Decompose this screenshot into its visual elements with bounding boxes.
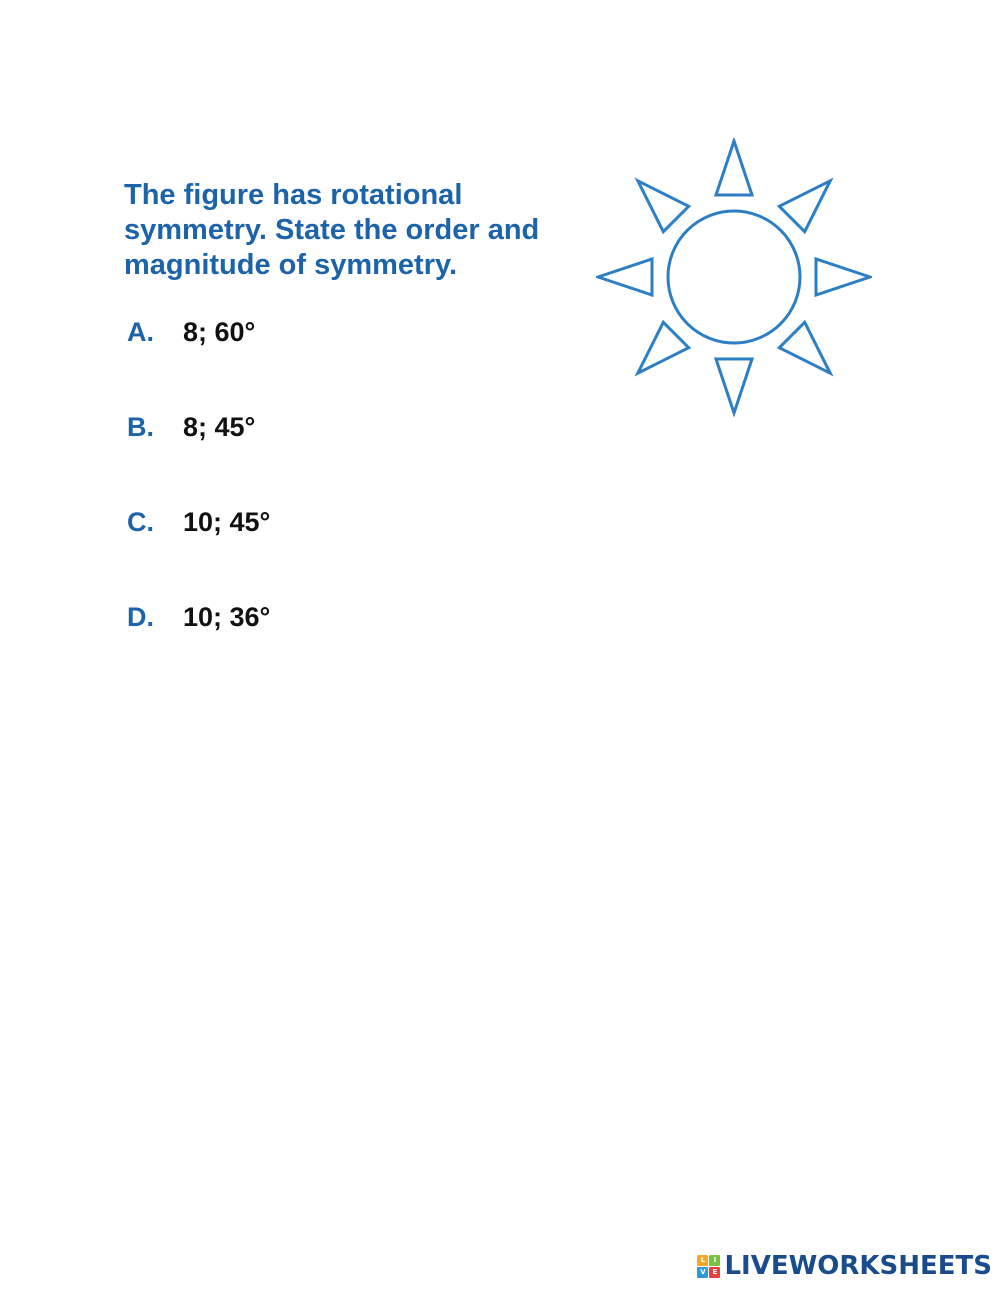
sun-ray <box>638 322 689 373</box>
option-text: 8; 60° <box>183 317 256 347</box>
question-text: The figure has rotational symmetry. State the order and magnitude of symmetry. <box>124 179 540 281</box>
logo-mark-icon <box>697 1255 720 1278</box>
option-c[interactable] <box>127 502 270 597</box>
liveworksheets-logo <box>697 1251 992 1281</box>
sun-ray <box>779 181 830 232</box>
logo-mark-letter: V <box>697 1267 708 1278</box>
option-text: 8; 45° <box>183 412 256 442</box>
sun-ray <box>816 259 870 295</box>
sun-rays <box>598 141 870 413</box>
option-d[interactable] <box>127 597 270 692</box>
logo-mark-letter: I <box>709 1255 720 1266</box>
option-b[interactable] <box>127 407 270 502</box>
sun-icon <box>596 138 872 418</box>
option-letter: A. <box>127 317 154 347</box>
sun-core <box>668 211 800 343</box>
sun-ray <box>779 322 830 373</box>
sun-ray <box>716 359 752 413</box>
option-letter: C. <box>127 507 154 537</box>
logo-mark-letter: L <box>697 1255 708 1266</box>
sun-ray <box>598 259 652 295</box>
option-text: 10; 45° <box>183 507 271 537</box>
logo-text: LIVEWORKSHEETS <box>724 1251 992 1281</box>
answer-options <box>127 312 270 692</box>
option-a[interactable] <box>127 312 270 407</box>
logo-mark-letter: E <box>709 1267 720 1278</box>
sun-ray <box>716 141 752 195</box>
sun-ray <box>638 181 689 232</box>
option-letter: D. <box>127 602 154 632</box>
option-text: 10; 36° <box>183 602 271 632</box>
option-letter: B. <box>127 412 154 442</box>
